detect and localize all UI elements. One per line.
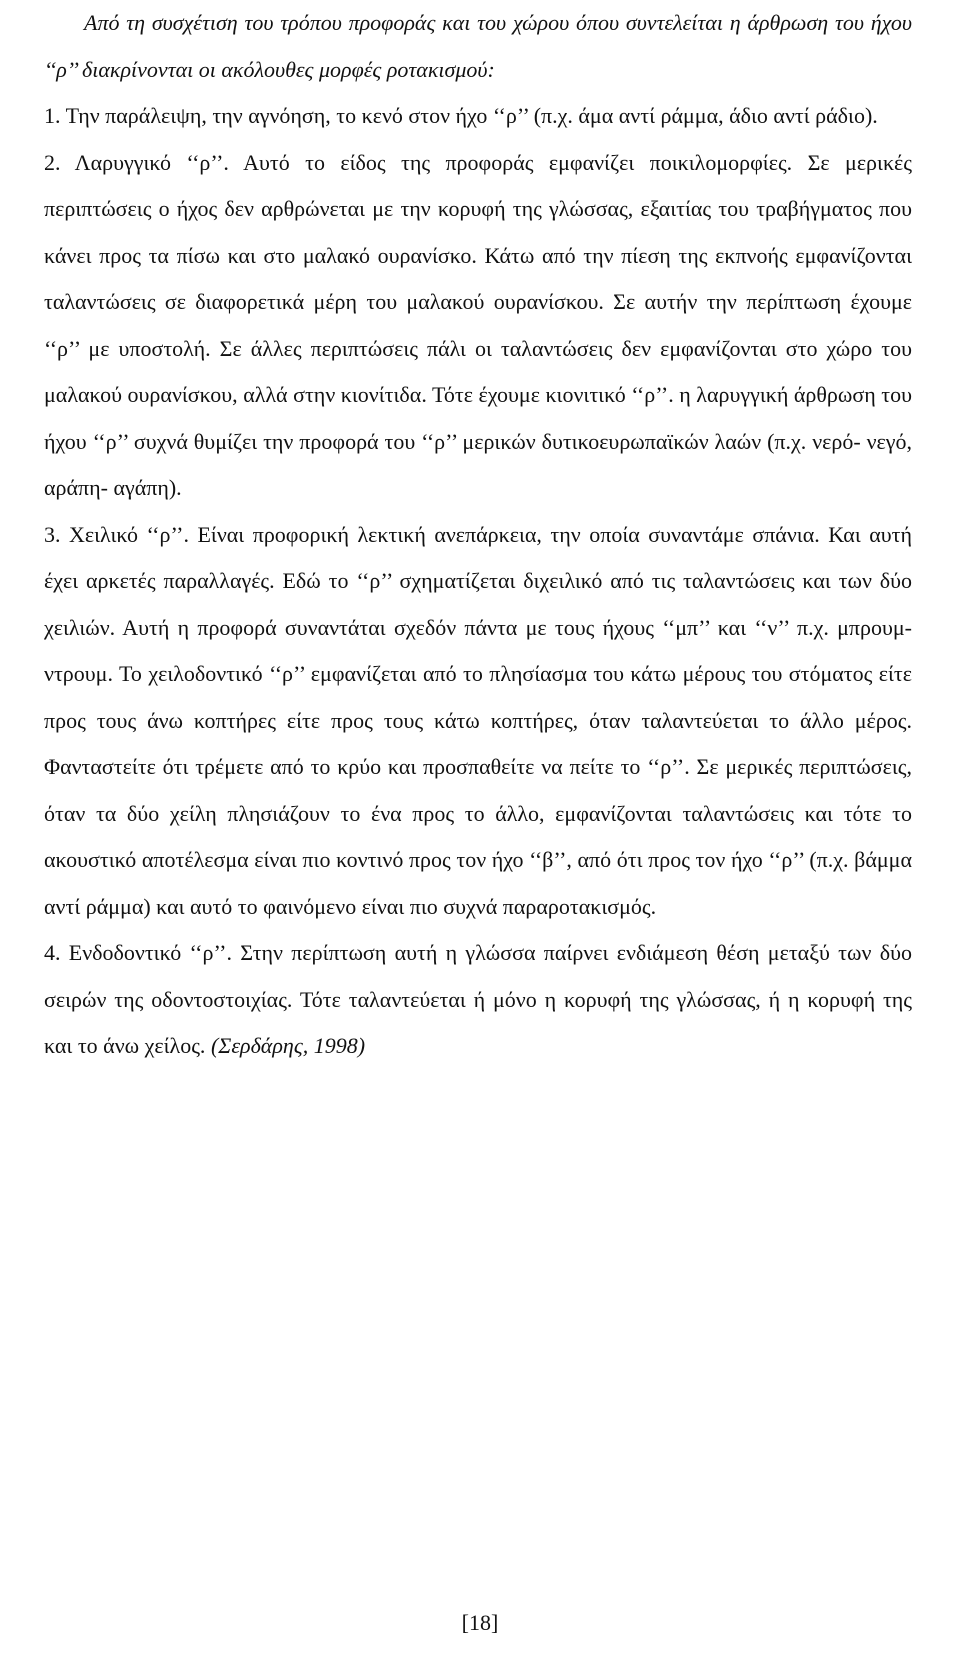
list-item-2: 2. Λαρυγγικό ‘‘ρ’’. Αυτό το είδος της προφοράς εμφανίζει ποικιλομορφίες. Σε μερικές περιπτώσεις ο ήχος δεν αρθρώνεται με την κορυφή της γλώσσας, εξαιτίας του τραβήγματος που κάνει προς τα πίσω και στο μαλακό ουρανίσκο. Κάτω από την πίεση της εκπνοής εμφανίζονται ταλαντώσεις σε διαφορετικά μέρη του μαλακού ουρανίσκου. Σε αυτήν την περίπτωση έχουμε ‘‘ρ’’ με υποστολή. Σε άλλες περιπτώσεις πάλι οι ταλαντώσεις δεν εμφανίζονται στο χώρο του μαλακού ουρανίσκου, αλλά στην κιονίτιδα. Τότε έχουμε κιονιτικό ‘‘ρ’’. η λαρυγγική άρθρωση του ήχου ‘‘ρ’’ συχνά θυμίζει την προφορά του ‘‘ρ’’ μερικών δυτικοευρωπαϊκών λαών (π.χ. νερό- νεγό, αράπη- αγάπη). <box>44 149 912 500</box>
page-number: [18] <box>461 1610 499 1635</box>
list-item-3: 3. Χειλικό ‘‘ρ’’. Είναι προφορική λεκτική ανεπάρκεια, την οποία συναντάμε σπάνια. Και αυτή έχει αρκετές παραλλαγές. Εδώ το ‘‘ρ’’ σχηματίζεται διχειλικό από τις ταλαντώσεις και των δύο χειλιών. Αυτή η προφορά συναντάται σχεδόν πάντα με τους ήχους ‘‘μπ’’ και ‘‘ν’’ π.χ. μπρουμ- ντρουμ. Το χειλοδοντικό ‘‘ρ’’ εμφανίζεται από το πλησίασμα του κάτω μέρους του στόματος είτε προς τους άνω κοπτήρες είτε προς τους κάτω κοπτήρες, όταν ταλαντεύεται το άλλο μέρος. Φανταστείτε ότι τρέμετε από το κρύο και προσπαθείτε να πείτε το ‘‘ρ’’. Σε μερικές περιπτώσεις, όταν τα δύο χείλη πλησιάζουν το ένα προς το άλλο, εμφανίζονται ταλαντώσεις και τότε το ακουστικό αποτέλεσμα είναι πιο κοντινό προς τον ήχο ‘‘β’’, από ότι προς τον ήχο ‘‘ρ’’ (π.χ. βάμμα αντί ράμμα) και αυτό το φαινόμενο είναι πιο συχνά παραροτακισμός. <box>44 521 912 919</box>
list-item-4 <box>44 930 912 1070</box>
intro-paragraph: Από τη συσχέτιση του τρόπου προφοράς και του χώρου όπου συντελείται η άρθρωση του ήχου ‘‘ρ’’ διακρίνονται οι ακόλουθες μορφές ροτακισμού: <box>44 10 912 82</box>
citation: (Σερδάρης, 1998) <box>210 1033 366 1058</box>
list-item-1: 1. Την παράλειψη, την αγνόηση, το κενό στον ήχο ‘‘ρ’’ (π.χ. άμα αντί ράμμα, άδιο αντί ράδιο). <box>44 103 878 128</box>
main-text <box>44 0 912 1070</box>
list-item-4-text: 4. Ενδοδοντικό ‘‘ρ’’. Στην περίπτωση αυτή η γλώσσα παίρνει ενδιάμεση θέση μεταξύ των δύο σειρών της οδοντοστοιχίας. Τότε ταλαντεύεται ή μόνο η κορυφή της γλώσσας, ή η κορυφή της και το άνω χείλος. <box>44 940 912 1058</box>
